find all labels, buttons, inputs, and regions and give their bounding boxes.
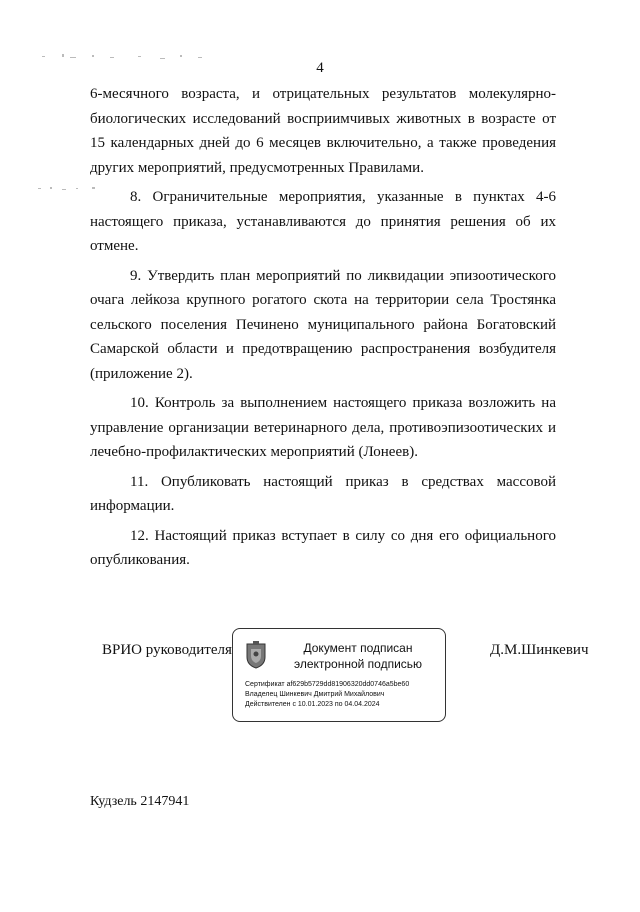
signature-block: [0, 628, 640, 728]
scan-noise: [40, 48, 240, 68]
paragraph-10: 10. Контроль за выполнением настоящего приказа возложить на управление организации ветеринарного дела, противоэпизоотических и лечебно-профилактических мероприятий (Лонеев).: [90, 395, 556, 460]
paragraph-9: 9. Утвердить план мероприятий по ликвидации эпизоотического очага лейкоза крупного рогатого скота на территории села Тростянка сельского поселения Печинено муниципального района Богатовский Самарской области и предотвращению распространения возбудителя (приложение 2).: [90, 267, 556, 382]
stamp-title-line2: электронной подписью: [293, 657, 423, 671]
paragraph-12: 12. Настоящий приказ вступает в силу со дня его официального опубликования.: [90, 527, 556, 568]
signer-position: ВРИО руководителя: [102, 642, 232, 658]
page-number: 4: [316, 60, 324, 76]
document-body: [90, 82, 556, 578]
stamp-validity: Действителен с 10.01.2023 по 04.04.2024: [245, 701, 380, 708]
electronic-signature-stamp: [232, 628, 446, 722]
performer-note: Кудзель 2147941: [90, 794, 190, 809]
stamp-certificate: Сертификат af629b5729dd81906320dd0746a5be60: [245, 681, 410, 688]
paragraph-8: 8. Ограничительные мероприятия, указанные в пунктах 4-6 настоящего приказа, устанавливаются до принятия решения об их отмене.: [90, 189, 556, 254]
paragraph-11: 11. Опубликовать настоящий приказ в средствах массовой информации.: [90, 473, 556, 514]
stamp-title-line1: Документ подписан: [303, 641, 413, 655]
stamp-owner: Владелец Шинкевич Дмитрий Михайлович: [245, 691, 385, 698]
stamp-title: [273, 640, 443, 672]
paragraph-continuation: 6-месячного возраста, и отрицательных результатов молекулярно-биологических исследований восприимчивых животных в возрасте от 15 календарных дней до 6 месяцев включительно, а также проведения других мероприятий, предусмотренных Правилами.: [90, 86, 556, 176]
signer-name: Д.М.Шинкевич: [490, 642, 589, 658]
coat-of-arms-icon: [245, 641, 267, 669]
